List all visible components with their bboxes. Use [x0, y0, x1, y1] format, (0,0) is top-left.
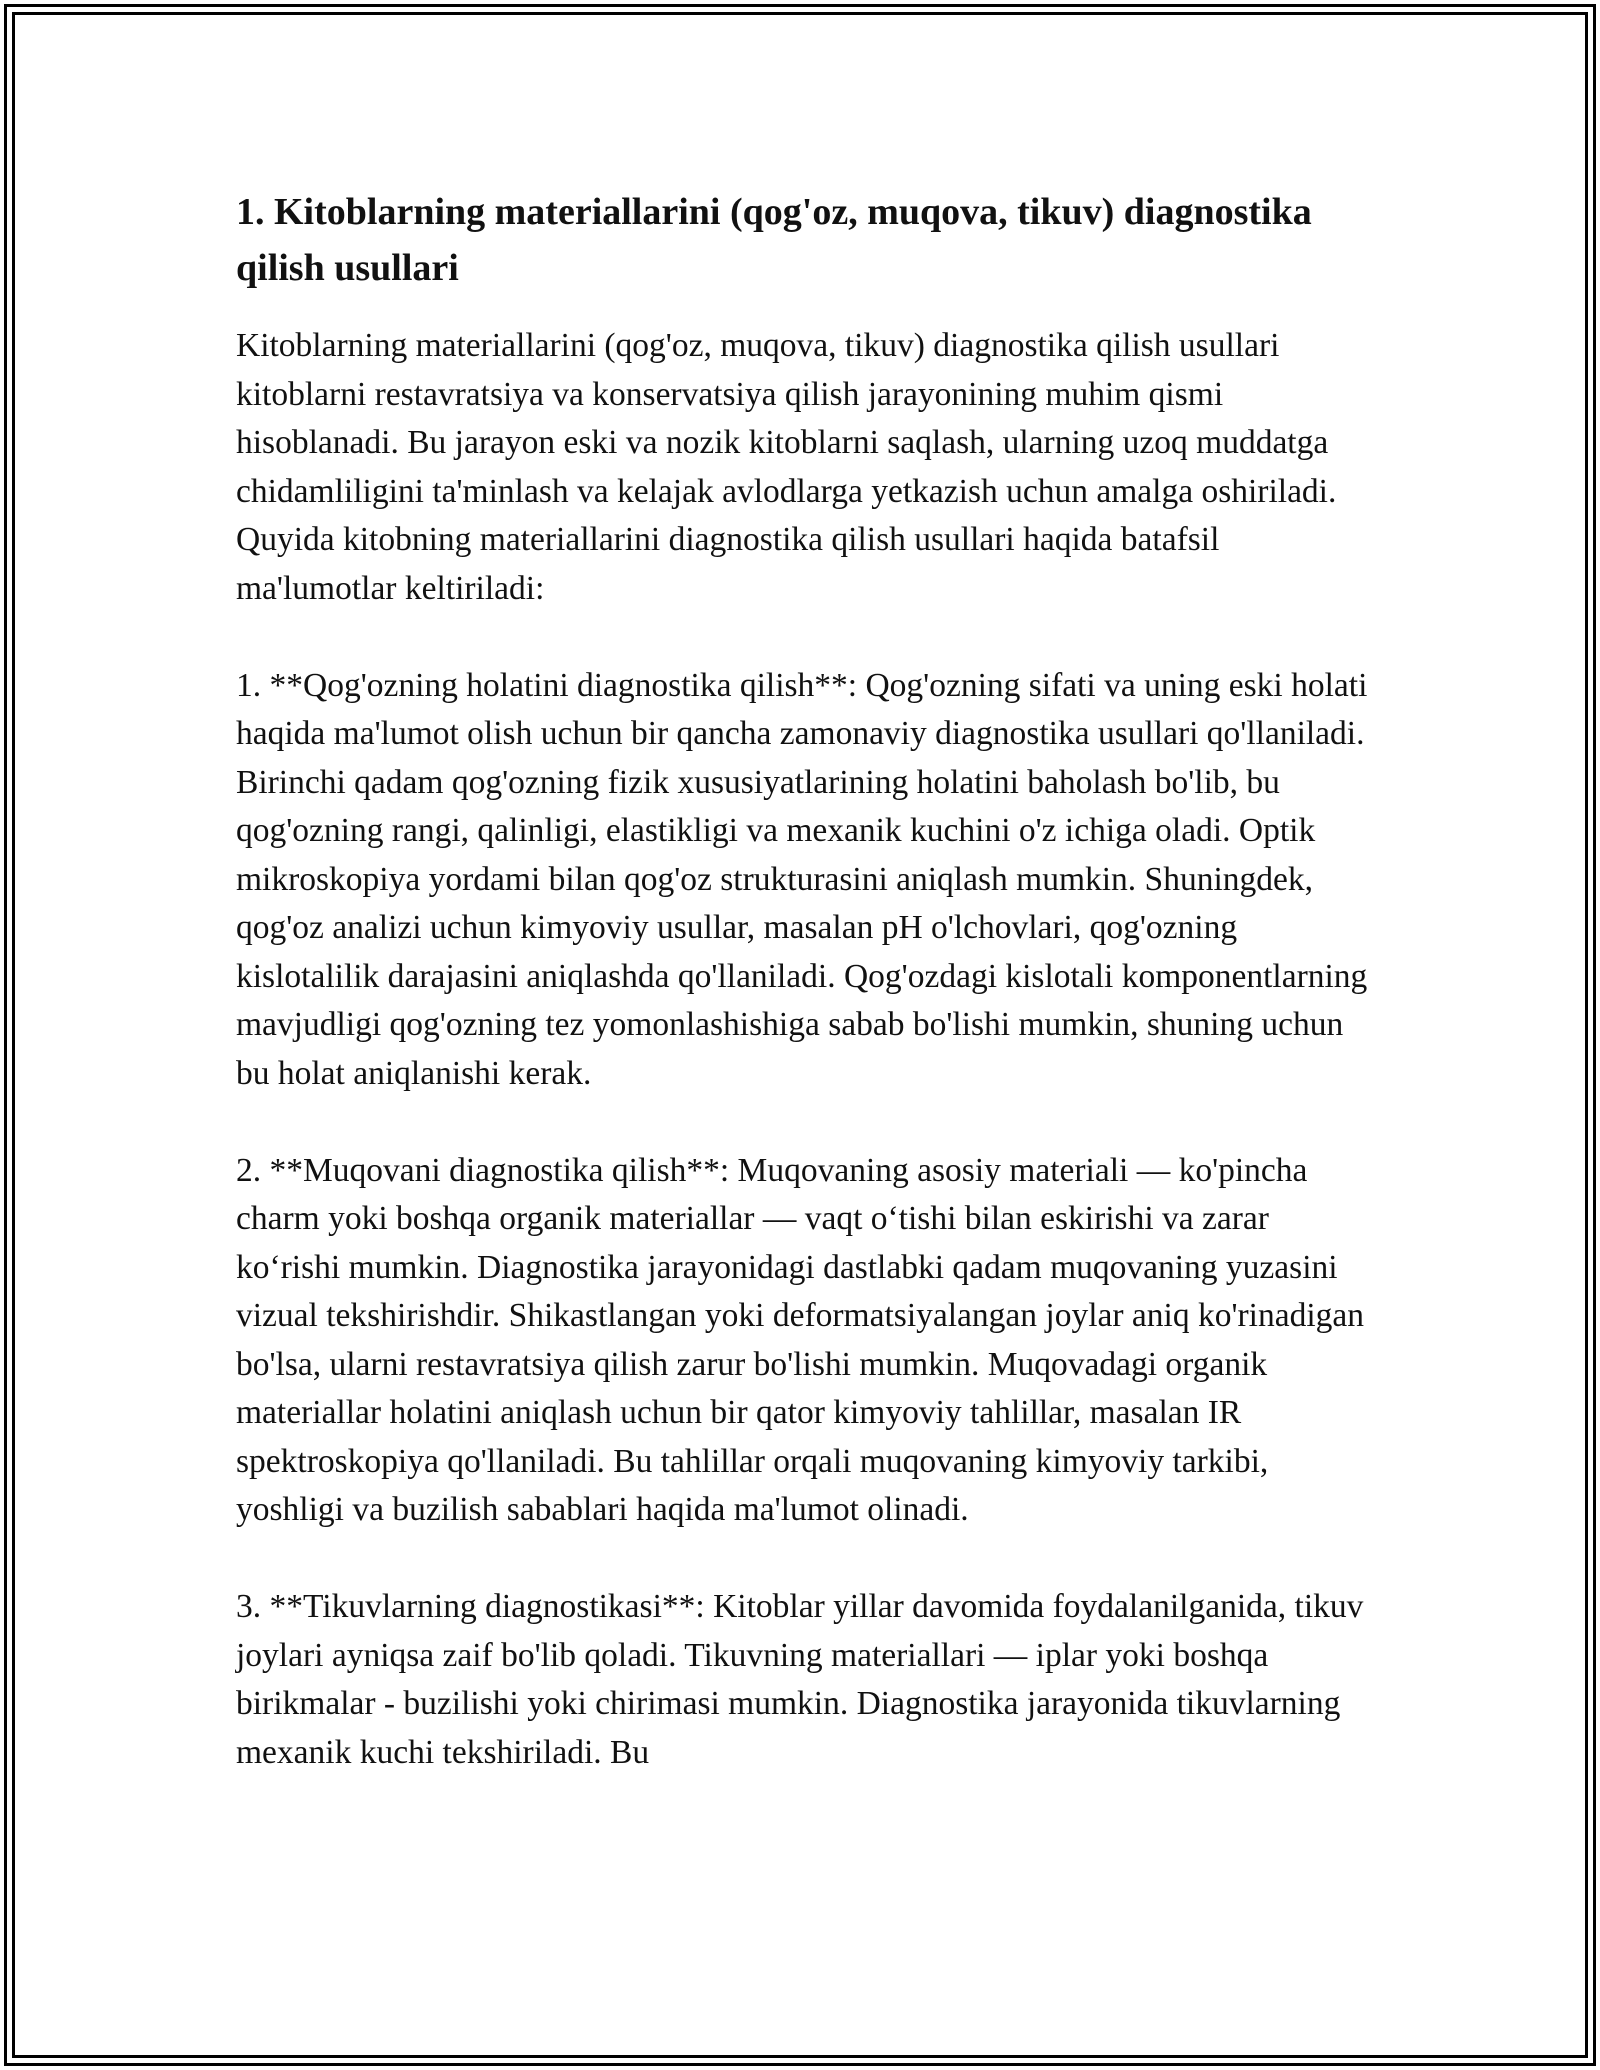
intro-paragraph: Kitoblarning materiallarini (qog'oz, muqova, tikuv) diagnostika qilish usullari kitoblarni restavratsiya va konservatsiya qilish jarayonining muhim qismi hisoblanadi. Bu jarayon eski va nozik kitoblarni saqlash, ularning uzoq muddatga chidamliligini ta'minlash va kelajak avlodlarga yetkazish uchun amalga oshiriladi. Quyida kitobning materiallarini diagnostika qilish usullari haqida batafsil ma'lumotlar keltiriladi: — [236, 327, 1337, 607]
paragraph-spacer — [236, 613, 1376, 662]
paragraph-spacer — [236, 1535, 1376, 1584]
document-title: 1. Kitoblarning materiallarini (qog'oz, muqova, tikuv) diagnostika qilish usullari — [236, 191, 1312, 289]
binding-diagnostics-paragraph: 3. **Tikuvlarning diagnostikasi**: Kitoblar yillar davomida foydalanilganida, tikuv joylari ayniqsa zaif bo'lib qoladi. Tikuvning materiallari — iplar yoki boshqa birikmalar - buzilishi yoki chirimasi mumkin. Diagnostika jarayonida tikuvlarning mexanik kuchi tekshiriladi. Bu — [236, 1588, 1364, 1771]
cover-diagnostics-paragraph: 2. **Muqovani diagnostika qilish**: Muqovaning asosiy materiali — ko'pincha charm yoki boshqa organik materiallar — vaqt o‘tishi bilan eskirishi va zarar ko‘rishi mumkin. Diagnostika jarayonidagi dastlabki qadam muqovaning yuzasini vizual tekshirishdir. Shikastlangan yoki deformatsiyalangan joylar aniq ko'rinadigan bo'lsa, ularni restavratsiya qilish zarur bo'lishi mumkin. Muqovadagi organik materiallar holatini aniqlash uchun bir qator kimyoviy tahlillar, masalan IR spektroskopiya qo'llaniladi. Bu tahlillar orqali muqovaning kimyoviy tarkibi, yoshligi va buzilish sabablari haqida ma'lumot olinadi. — [236, 1151, 1365, 1528]
paper-diagnostics-paragraph: 1. **Qog'ozning holatini diagnostika qilish**: Qog'ozning sifati va uning eski holati haqida ma'lumot olish uchun bir qancha zamonaviy diagnostika usullari qo'llaniladi. Birinchi qadam qog'ozning fizik xususiyatlarining holatini baholash bo'lib, bu qog'ozning rangi, qalinligi, elastikligi va mexanik kuchini o'z ichiga oladi. Optik mikroskopiya yordami bilan qog'oz strukturasini aniqlash mumkin. Shuningdek, qog'oz analizi uchun kimyoviy usullar, masalan pH o'lchovlari, qog'ozning kislotalilik darajasini aniqlashda qo'llaniladi. Qog'ozdagi kislotali komponentlarning mavjudligi qog'ozning tez yomonlashishiga sabab bo'lishi mumkin, shuning uchun bu holat aniqlanishi kerak. — [236, 666, 1368, 1092]
paragraph-spacer — [236, 1098, 1376, 1147]
document-body — [236, 184, 1376, 1777]
